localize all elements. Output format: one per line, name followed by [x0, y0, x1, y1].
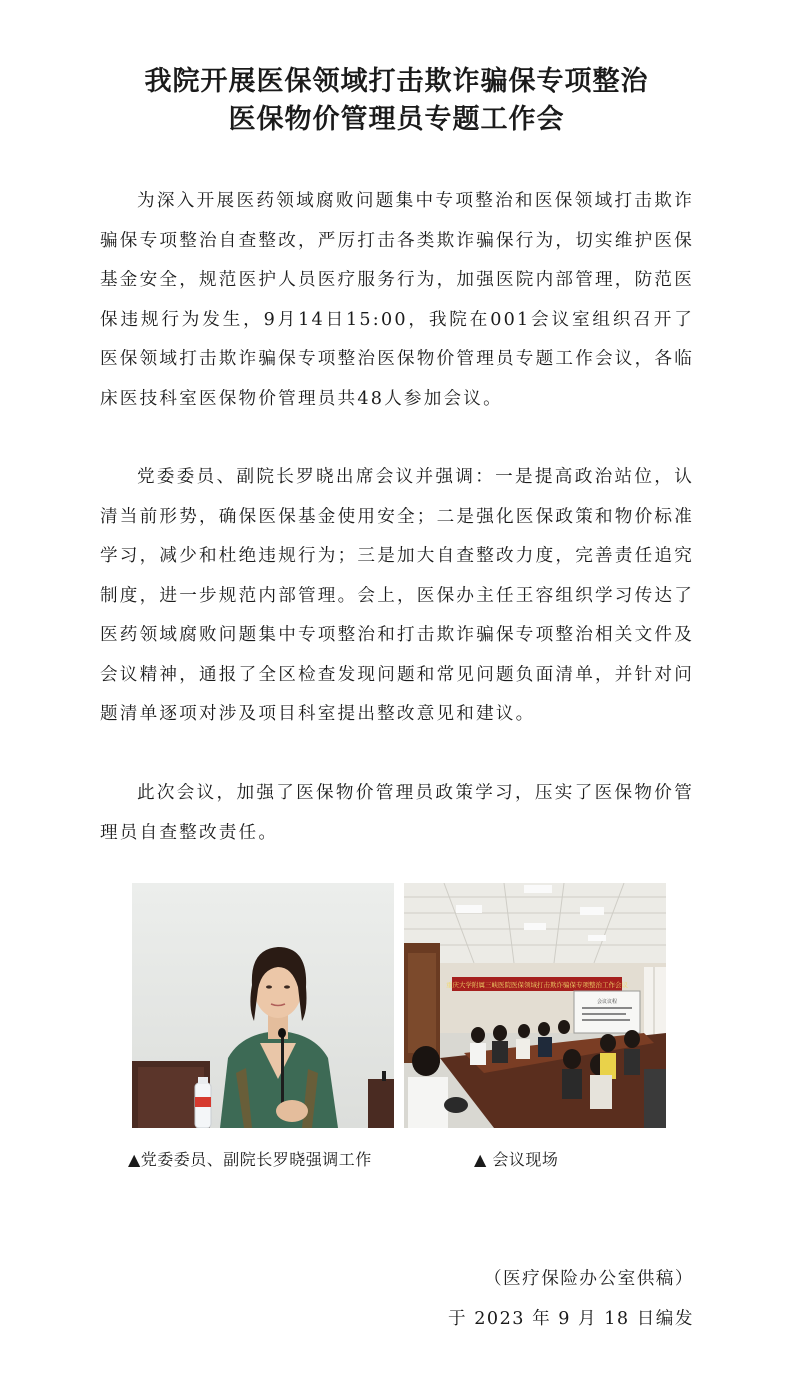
left-photo-caption: ▲党委委员、副院长罗晓强调工作 [128, 1150, 372, 1169]
right-photo-caption: ▲ 会议现场 [474, 1150, 559, 1169]
screen-banner-text: 重庆大学附属三峡医院医保领域打击欺诈骗保专项整治工作会议 [446, 981, 628, 989]
source-note: （医疗保险办公室供稿） [483, 1269, 694, 1289]
paragraph-text: 此次会议，加强了医保物价管理员政策学习，压实了医保物价管理员自查整改责任。 [100, 783, 694, 843]
document-title-line-1: 我院开展医保领域打击欺诈骗保专项整治 [144, 66, 649, 97]
body-paragraph-1 [100, 182, 694, 419]
publish-date: 于 2023 年 9 月 18 日编发 [448, 1309, 694, 1329]
slide-heading-text: 会议议程 [596, 999, 618, 1005]
meeting-room-photo [404, 883, 666, 1128]
document-title-line-2: 医保物价管理员专题工作会 [228, 104, 565, 135]
paragraph-text: 为深入开展医药领域腐败问题集中专项整治和医保领域打击欺诈骗保专项整治自查整改，严厉打击各类欺诈骗保行为，切实维护医保基金安全，规范医护人员医疗服务行为，加强医院内部管理，防范医保违规行为发生，9月14日15:00，我院在001会议室组织召开了医保领域打击欺诈骗保专项整治医保物价管理员专题工作会议，各临床医技科室医保物价管理员共48人参加会议。 [100, 191, 694, 409]
speaker-photo-illustration [132, 883, 394, 1128]
speaker-photo [132, 883, 394, 1128]
paragraph-text: 党委委员、副院长罗晓出席会议并强调：一是提高政治站位，认清当前形势，确保医保基金使用安全；二是强化医保政策和物价标准学习，减少和杜绝违规行为；三是加大自查整改力度，完善责任追究制度，进一步规范内部管理。会上，医保办主任王容组织学习传达了医药领域腐败问题集中专项整治和打击欺诈骗保专项整治相关文件及会议精神，通报了全区检查发现问题和常见问题负面清单，并针对问题清单逐项对涉及项目科室提出整改意见和建议。 [100, 467, 694, 724]
body-paragraph-3 [100, 774, 694, 853]
body-paragraph-2 [100, 458, 694, 735]
meeting-room-illustration [404, 883, 666, 1128]
